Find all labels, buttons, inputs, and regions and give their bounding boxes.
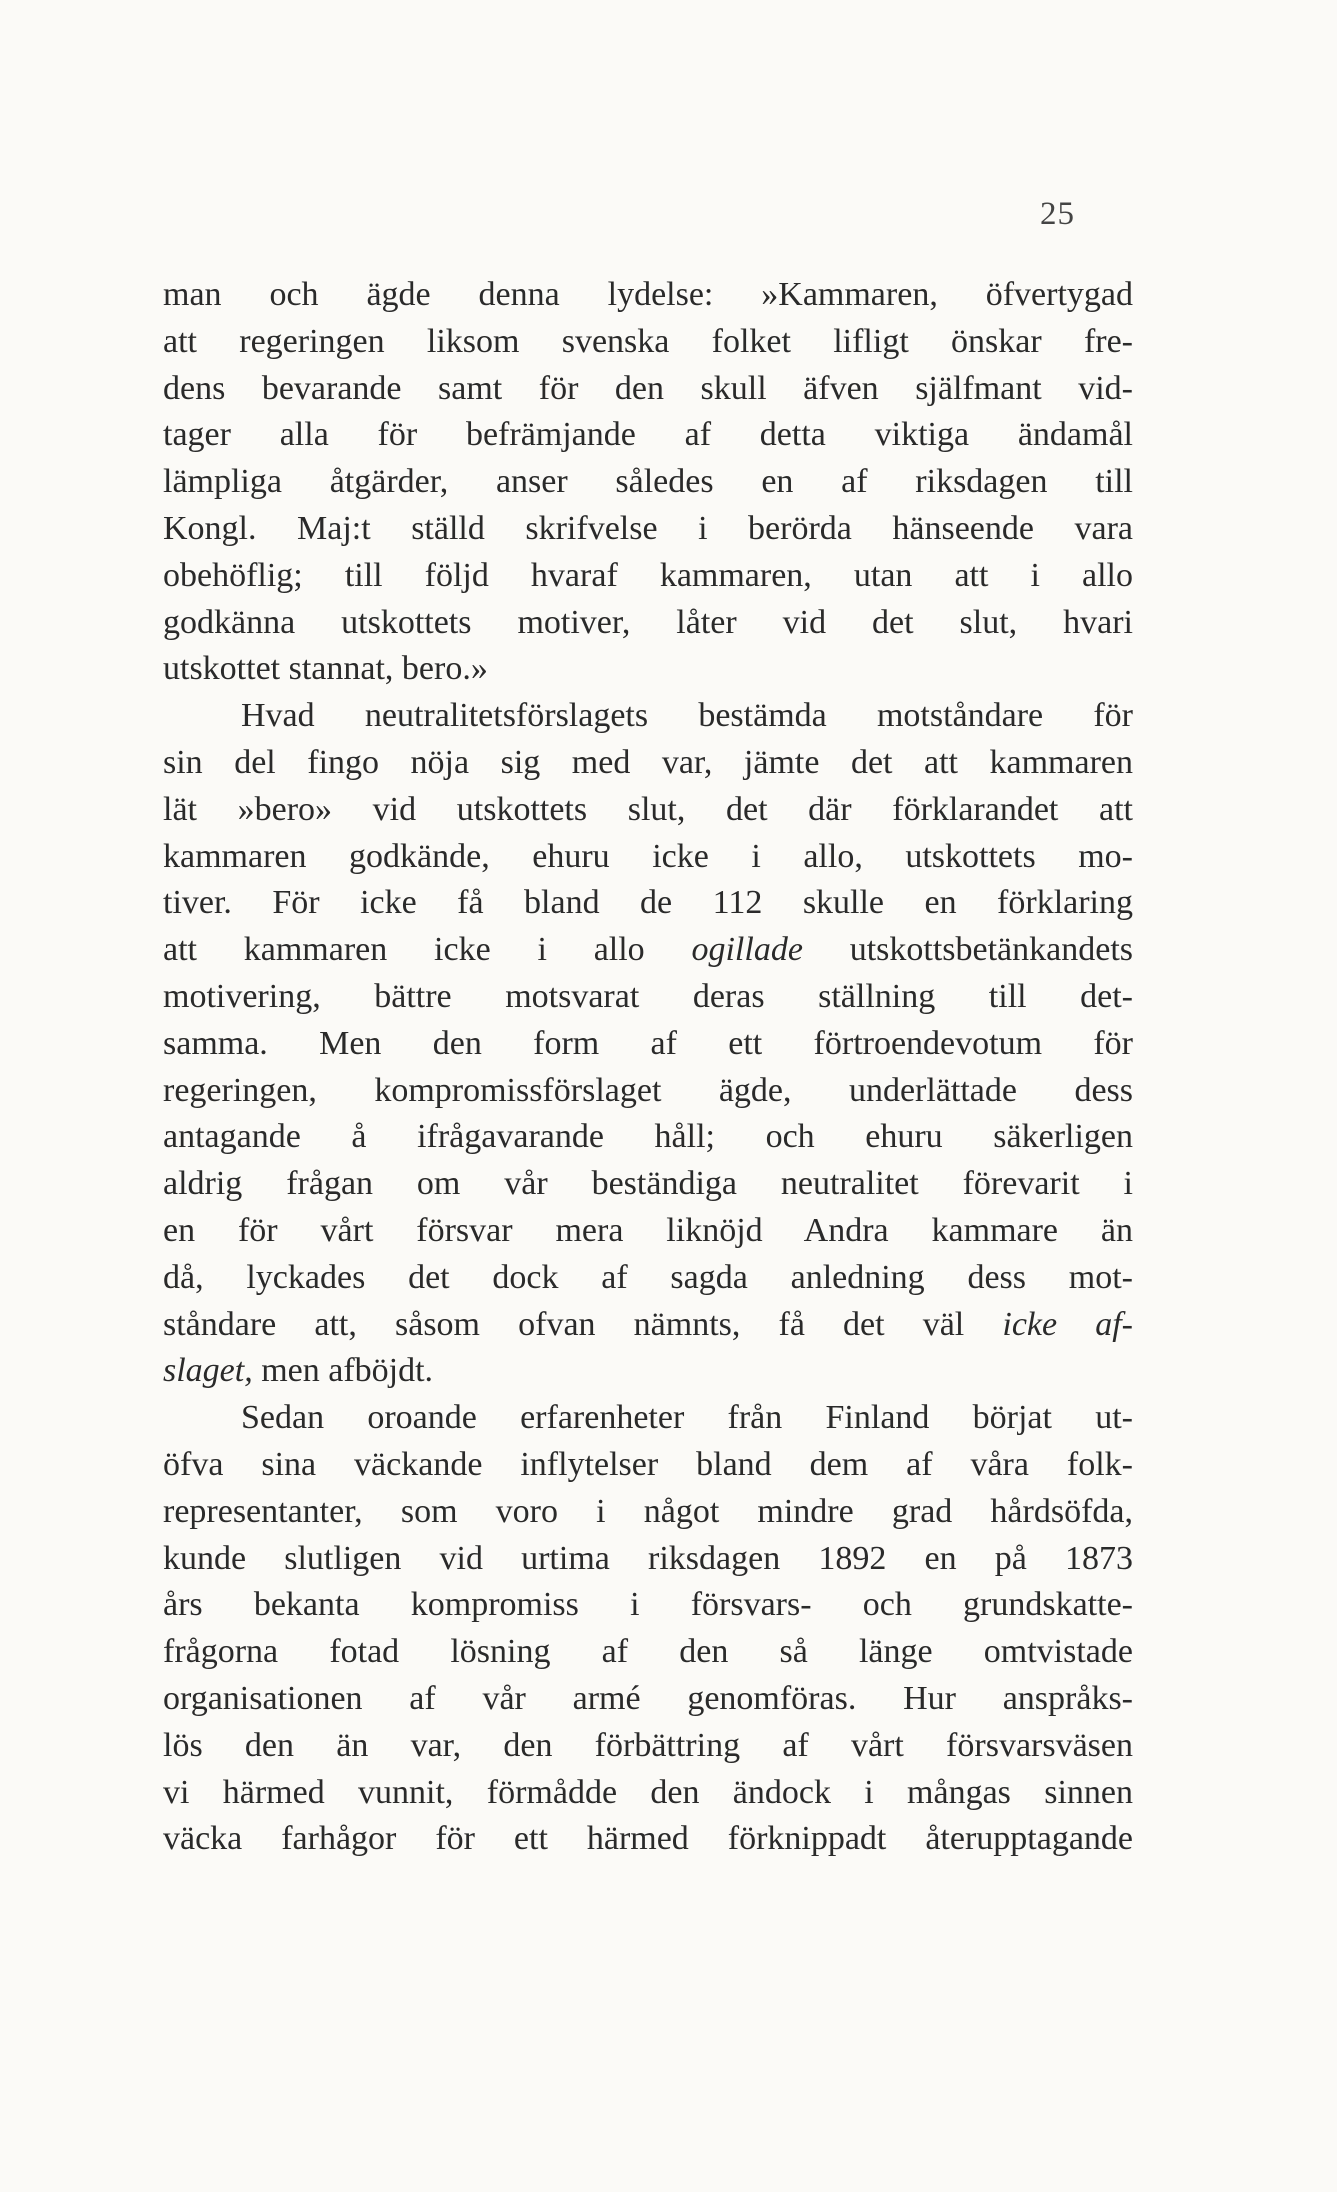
body-text — [163, 272, 1133, 1863]
text-line: vi härmed vunnit, förmådde den ändock i mångas sinnen — [163, 1773, 1133, 1811]
text-line: aldrig frågan om vår beständiga neutralitet förevarit i — [163, 1165, 1133, 1203]
text-segment: att kammaren icke i allo — [163, 931, 692, 969]
text-line: Hvad neutralitetsförslagets bestämda motståndare för — [241, 697, 1133, 735]
text-line: lämpliga åtgärder, anser således en af riksdagen till — [163, 463, 1133, 501]
text-line: då, lyckades det dock af sagda anledning dess mot- — [163, 1258, 1133, 1296]
text-line: kunde slutligen vid urtima riksdagen 1892 en på 1873 — [163, 1539, 1133, 1577]
text-line: godkänna utskottets motiver, låter vid det slut, hvari — [163, 603, 1133, 641]
text-segment: utskottsbetänkandets — [802, 931, 1133, 969]
text-line: sin del fingo nöja sig med var, jämte det att kammaren — [163, 743, 1133, 781]
text-segment: men afböjdt. — [252, 1352, 434, 1390]
italic-text: ogillade — [691, 931, 803, 969]
text-line: tiver. För icke få bland de 112 skulle en förklaring — [163, 884, 1133, 922]
text-line: antagande å ifrågavarande håll; och ehuru säkerligen — [163, 1118, 1133, 1156]
text-line: öfva sina väckande inflytelser bland dem af våra folk- — [163, 1445, 1133, 1483]
text-line: dens bevarande samt för den skull äfven själfmant vid- — [163, 369, 1133, 407]
text-line: frågorna fotad lösning af den så länge omtvistade — [163, 1633, 1133, 1671]
text-line: obehöflig; till följd hvaraf kammaren, utan att i allo — [163, 556, 1133, 594]
text-line: lät »bero» vid utskottets slut, det där förklarandet att — [163, 790, 1133, 828]
text-line: regeringen, kompromissförslaget ägde, underlättade dess — [163, 1071, 1133, 1109]
text-line: en för vårt försvar mera liknöjd Andra kammare än — [163, 1211, 1133, 1249]
text-line: lös den än var, den förbättring af vårt försvarsväsen — [163, 1726, 1133, 1764]
text-line: års bekanta kompromiss i försvars- och grundskatte- — [163, 1586, 1133, 1624]
text-line: utskottet stannat, bero.» — [163, 650, 488, 688]
page-number: 25 — [1040, 196, 1075, 232]
text-line — [163, 1302, 1133, 1349]
text-line: kammaren godkände, ehuru icke i allo, utskottets mo- — [163, 837, 1133, 875]
text-line: representanter, som voro i något mindre grad hårdsöfda, — [163, 1492, 1133, 1530]
text-line: att regeringen liksom svenska folket lifligt önskar fre- — [163, 322, 1133, 360]
italic-text: icke af- — [1002, 1305, 1133, 1343]
text-line: tager alla för befrämjande af detta viktiga ändamål — [163, 416, 1133, 454]
text-line — [163, 1348, 1133, 1395]
text-line: Kongl. Maj:t ställd skrifvelse i berörda hänseende vara — [163, 509, 1133, 547]
text-line — [163, 927, 1133, 974]
text-line: samma. Men den form af ett förtroendevotum för — [163, 1024, 1133, 1062]
text-line: man och ägde denna lydelse: »Kammaren, öfvertygad — [163, 276, 1133, 313]
text-line: väcka farhågor för ett härmed förknippadt återupptagande — [163, 1820, 1133, 1858]
text-segment: ståndare att, såsom ofvan nämnts, få det väl — [163, 1305, 1003, 1343]
text-line: organisationen af vår armé genomföras. Hur anspråks- — [163, 1679, 1133, 1717]
italic-text: slaget, — [163, 1352, 253, 1390]
text-line: Sedan oroande erfarenheter från Finland börjat ut- — [241, 1399, 1133, 1437]
text-line: motivering, bättre motsvarat deras ställning till det- — [163, 977, 1133, 1015]
